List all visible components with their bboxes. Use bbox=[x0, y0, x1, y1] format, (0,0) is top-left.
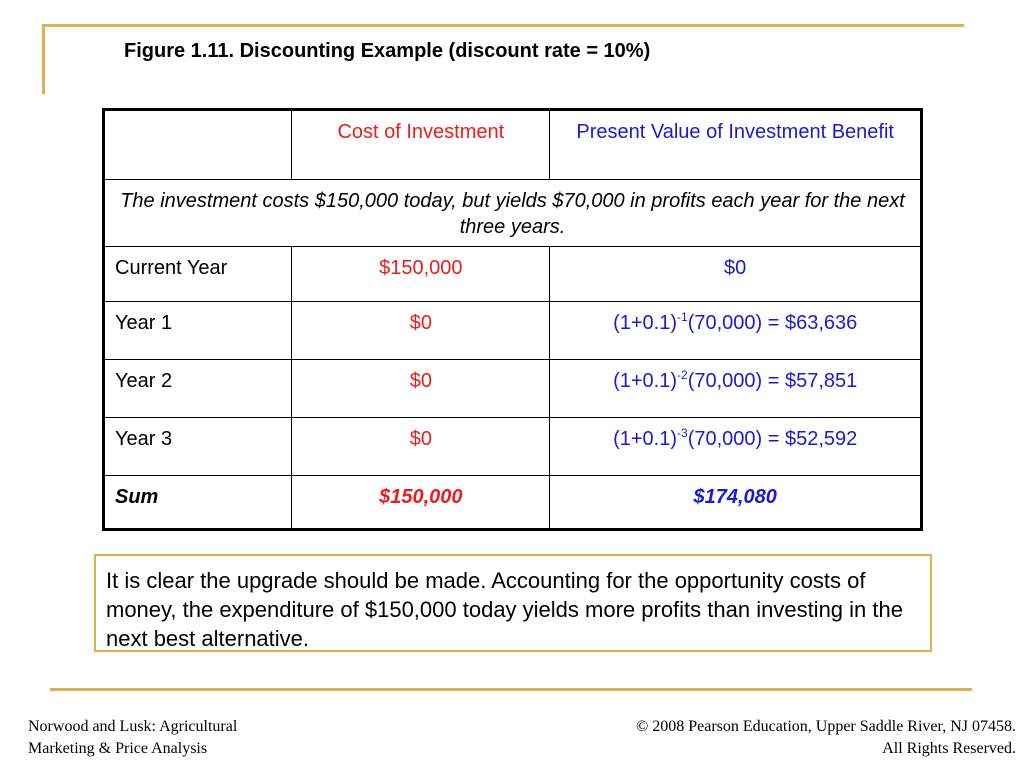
footer-rule bbox=[50, 688, 972, 691]
pv-base: (1+0.1) bbox=[613, 370, 678, 392]
pv-base: $0 bbox=[724, 257, 747, 279]
table-row bbox=[104, 360, 922, 418]
footer-book-citation bbox=[28, 716, 237, 760]
page-title: Figure 1.11. Discounting Example (discount rate = 10%) bbox=[124, 40, 651, 62]
sum-cost: $150,000 bbox=[292, 476, 550, 530]
description-row bbox=[104, 180, 922, 247]
footer-right-line1: © 2008 Pearson Education, Upper Saddle River, NJ 07458. bbox=[636, 718, 1016, 735]
pv-exponent: -1 bbox=[677, 310, 688, 324]
pv-rest: (70,000) = $63,636 bbox=[687, 312, 858, 334]
row-cost: $0 bbox=[292, 360, 550, 418]
row-cost: $0 bbox=[292, 418, 550, 476]
table-row bbox=[104, 247, 922, 302]
pv-rest: (70,000) = $57,851 bbox=[687, 370, 858, 392]
description-cell: The investment costs $150,000 today, but yields $70,000 in profits each year for the next three years. bbox=[104, 180, 922, 247]
pv-base: (1+0.1) bbox=[613, 428, 678, 450]
conclusion-note: It is clear the upgrade should be made. Accounting for the opportunity costs of money, the expenditure of $150,000 today yields more profits than investing in the next best alternative. bbox=[94, 554, 932, 652]
pv-exponent: -3 bbox=[677, 426, 688, 440]
sum-row bbox=[104, 476, 922, 530]
frame-left-rule bbox=[42, 24, 45, 94]
sum-present-value: $174,080 bbox=[550, 476, 922, 530]
table-row bbox=[104, 302, 922, 360]
discounting-table bbox=[102, 108, 923, 531]
row-present-value bbox=[550, 360, 922, 418]
row-cost: $150,000 bbox=[292, 247, 550, 302]
row-label: Year 2 bbox=[104, 360, 292, 418]
row-present-value bbox=[550, 247, 922, 302]
row-present-value bbox=[550, 302, 922, 360]
row-label: Year 1 bbox=[104, 302, 292, 360]
frame-top-rule bbox=[42, 24, 964, 27]
footer-copyright bbox=[636, 716, 1016, 760]
pv-exponent: -2 bbox=[677, 368, 688, 382]
row-label: Current Year bbox=[104, 247, 292, 302]
row-cost: $0 bbox=[292, 302, 550, 360]
table-row bbox=[104, 418, 922, 476]
header-empty-cell bbox=[104, 110, 292, 180]
row-present-value bbox=[550, 418, 922, 476]
header-cost: Cost of Investment bbox=[292, 110, 550, 180]
footer-left-line1: Norwood and Lusk: Agricultural bbox=[28, 718, 238, 735]
row-label: Year 3 bbox=[104, 418, 292, 476]
header-row bbox=[104, 110, 922, 180]
sum-label: Sum bbox=[104, 476, 292, 530]
footer-left-line2: Marketing & Price Analysis bbox=[28, 740, 208, 757]
footer-right-line2: All Rights Reserved. bbox=[882, 740, 1016, 757]
header-present-value: Present Value of Investment Benefit bbox=[550, 110, 922, 180]
pv-rest: (70,000) = $52,592 bbox=[687, 428, 858, 450]
pv-base: (1+0.1) bbox=[613, 312, 678, 334]
